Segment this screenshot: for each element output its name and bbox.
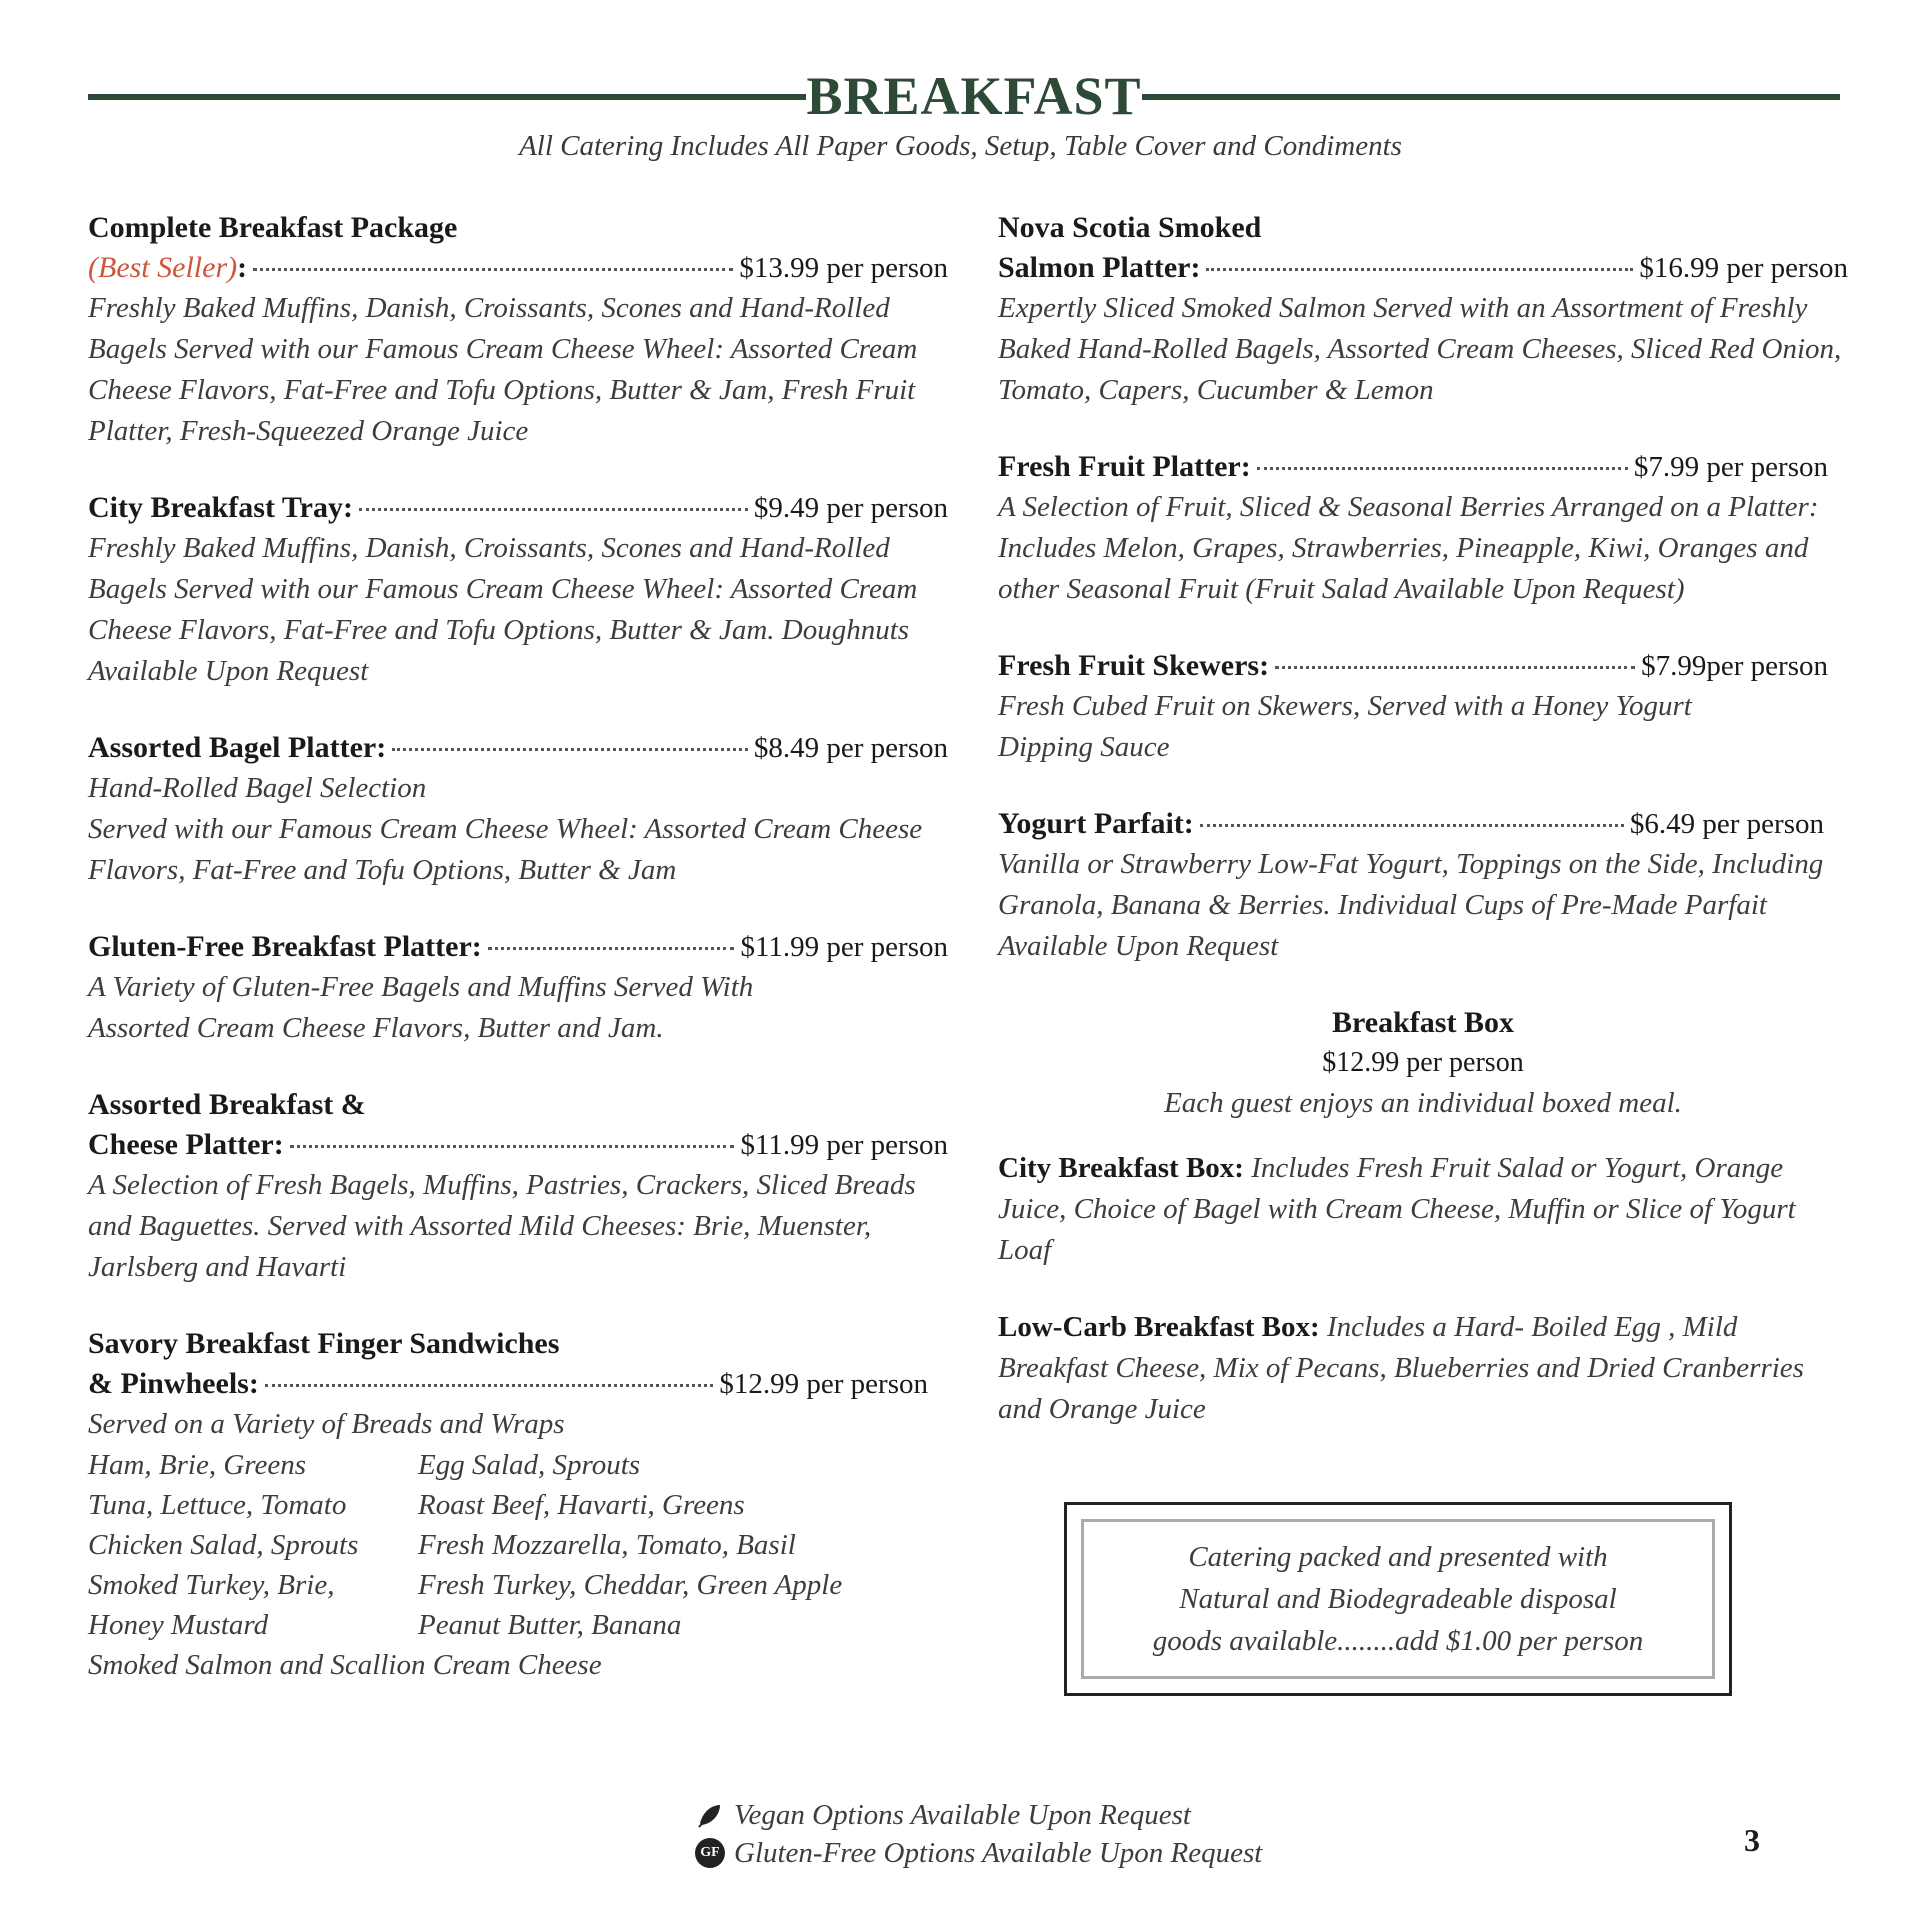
item-description: Expertly Sliced Smoked Salmon Served with an Assortment of Freshly Baked Hand-Rolled Bagels, Assorted Cream Cheeses, Sliced Red Onion, Tomato, Capers, Cucumber & Lemon xyxy=(998,292,1842,406)
left-column xyxy=(88,208,948,1722)
item-colon: : xyxy=(237,251,248,284)
sandwich-option: Ham, Brie, Greens xyxy=(88,1449,306,1481)
item-description: Hand-Rolled Bagel Selection xyxy=(88,772,427,804)
item-price: $11.99 per person xyxy=(740,1129,948,1161)
sandwich-option: Tuna, Lettuce, Tomato xyxy=(88,1489,347,1521)
page-subtitle: All Catering Includes All Paper Goods, Setup, Table Cover and Condiments xyxy=(519,130,1402,162)
item-price-line xyxy=(998,646,1828,686)
dot-leader xyxy=(1200,824,1624,827)
dietary-footer xyxy=(690,1796,1310,1872)
menu-item-salmon-platter xyxy=(998,208,1848,411)
item-price: $6.49 per person xyxy=(1629,808,1824,840)
notice-line: Catering packed and presented with xyxy=(1188,1541,1608,1573)
item-name-cont: Salmon Platter: xyxy=(998,251,1201,284)
header-rule-left xyxy=(88,94,806,100)
best-seller-tag: (Best Seller) xyxy=(88,251,238,284)
item-name: Low-Carb Breakfast Box: xyxy=(998,1311,1320,1343)
item-name: Savory Breakfast Finger Sandwiches xyxy=(88,1327,560,1360)
right-column xyxy=(998,208,1848,1466)
item-price: $8.49 per person xyxy=(753,732,948,764)
vegan-note-text: Vegan Options Available Upon Request xyxy=(734,1798,1191,1831)
item-name: Fresh Fruit Skewers: xyxy=(998,649,1270,682)
item-description: A Variety of Gluten-Free Bagels and Muffins Served With Assorted Cream Cheese Flavors, Butter and Jam. xyxy=(88,971,754,1044)
item-description: Served on a Variety of Breads and Wraps xyxy=(88,1408,565,1440)
item-description: Freshly Baked Muffins, Danish, Croissants, Scones and Hand-Rolled Bagels Served with our Famous Cream Cheese Wheel: Assorted Cream Cheese Flavors, Fat-Free and Tofu Options, Butter & Jam. Doughnuts Available Upon Request xyxy=(88,532,918,687)
vegan-note xyxy=(690,1796,1310,1834)
item-details: Includes a Hard- Boiled Egg , Mild Breakfast Cheese, Mix of Pecans, Blueberries and Dried Cranberries and Orange Juice xyxy=(998,1311,1804,1425)
dot-leader xyxy=(253,268,733,271)
item-price-line xyxy=(88,1364,928,1404)
menu-item-complete-breakfast xyxy=(88,208,948,452)
sandwich-option: Fresh Turkey, Cheddar, Green Apple xyxy=(418,1569,843,1601)
page-title: BREAKFAST xyxy=(806,66,1142,126)
item-name: Assorted Bagel Platter: xyxy=(88,731,387,764)
item-description xyxy=(998,1148,1848,1271)
menu-item-fruit-skewers xyxy=(998,646,1848,768)
item-price: $16.99 per person xyxy=(1639,252,1848,284)
item-price-line xyxy=(998,804,1824,844)
sandwich-option: Peanut Butter, Banana xyxy=(418,1609,682,1641)
item-price: $7.99per person xyxy=(1641,650,1828,682)
gluten-free-icon: GF xyxy=(695,1838,725,1868)
eco-packaging-notice xyxy=(1064,1502,1732,1696)
dot-leader xyxy=(1275,666,1635,669)
item-price-line xyxy=(88,248,948,288)
item-description: Fresh Cubed Fruit on Skewers, Served with a Honey Yogurt Dipping Sauce xyxy=(998,690,1692,763)
dot-leader xyxy=(359,508,748,511)
item-price-line xyxy=(88,488,948,528)
item-name: Complete Breakfast Package xyxy=(88,211,458,244)
page-number: 3 xyxy=(1744,1822,1760,1858)
item-details: Includes Fresh Fruit Salad or Yogurt, Orange Juice, Choice of Bagel with Cream Cheese, Muffin or Slice of Yogurt Loaf xyxy=(998,1152,1796,1266)
item-price: $11.99 per person xyxy=(740,931,948,963)
item-name-cont: & Pinwheels: xyxy=(88,1367,259,1400)
menu-item-cheese-platter xyxy=(88,1085,948,1288)
item-price: $7.99 per person xyxy=(1633,451,1828,483)
dot-leader xyxy=(392,748,748,751)
sandwich-list xyxy=(88,1445,948,1645)
item-price-line xyxy=(88,927,948,967)
item-price: $13.99 per person xyxy=(739,252,948,284)
dot-leader xyxy=(290,1145,735,1148)
dot-leader xyxy=(1257,467,1628,470)
item-name: Gluten-Free Breakfast Platter: xyxy=(88,930,482,963)
dot-leader xyxy=(488,947,735,950)
item-price: $9.49 per person xyxy=(753,492,948,524)
menu-item-low-carb-box xyxy=(998,1307,1848,1430)
item-name: Assorted Breakfast & xyxy=(88,1088,366,1121)
gluten-free-icon-wrap xyxy=(690,1838,730,1868)
menu-item-bagel-platter xyxy=(88,728,948,891)
vegan-leaf-icon xyxy=(690,1801,730,1829)
item-description xyxy=(998,1307,1848,1430)
item-description: Served with our Famous Cream Cheese Wheel: Assorted Cream Cheese Flavors, Fat-Free and Tofu Options, Butter & Jam xyxy=(88,813,923,886)
item-price-line xyxy=(998,447,1828,487)
item-description: A Selection of Fruit, Sliced & Seasonal Berries Arranged on a Platter: Includes Melon, Grapes, Strawberries, Pineapple, Kiwi, Oranges and other Seasonal Fruit (Fruit Salad Available Upon Request) xyxy=(998,491,1819,605)
notice-line: Natural and Biodegradeable disposal xyxy=(1179,1583,1617,1615)
breakfast-box-section xyxy=(998,1003,1848,1124)
breakfast-box-title: Breakfast Box xyxy=(1332,1006,1514,1039)
item-price-line xyxy=(88,1125,948,1165)
sandwich-option: Smoked Turkey, Brie, xyxy=(88,1569,335,1601)
item-price-line xyxy=(88,728,948,768)
gluten-free-note-text: Gluten-Free Options Available Upon Request xyxy=(734,1836,1263,1869)
item-description: Vanilla or Strawberry Low-Fat Yogurt, Toppings on the Side, Including Granola, Banana & Berries. Individual Cups of Pre-Made Parfait Available Upon Request xyxy=(998,848,1824,962)
menu-item-gluten-free-platter xyxy=(88,927,948,1049)
item-price: $12.99 per person xyxy=(719,1368,928,1400)
gluten-free-note xyxy=(690,1834,1310,1872)
notice-inner xyxy=(1081,1519,1715,1679)
item-name: Fresh Fruit Platter: xyxy=(998,450,1251,483)
item-description: Freshly Baked Muffins, Danish, Croissants, Scones and Hand-Rolled Bagels Served with our Famous Cream Cheese Wheel: Assorted Cream Cheese Flavors, Fat-Free and Tofu Options, Butter & Jam, Fresh Fruit Platter, Fresh-Squeezed Orange Juice xyxy=(88,292,918,447)
menu-item-fruit-platter xyxy=(998,447,1848,610)
sandwich-option: Egg Salad, Sprouts xyxy=(418,1449,641,1481)
item-price-line xyxy=(998,248,1848,288)
sandwich-option: Fresh Mozzarella, Tomato, Basil xyxy=(418,1529,796,1561)
sandwich-option: Honey Mustard xyxy=(88,1609,269,1641)
sandwich-option: Chicken Salad, Sprouts xyxy=(88,1529,359,1561)
page-header xyxy=(88,66,1840,126)
sandwich-option: Roast Beef, Havarti, Greens xyxy=(418,1489,745,1521)
item-description: A Selection of Fresh Bagels, Muffins, Pastries, Crackers, Sliced Breads and Baguettes. Served with Assorted Mild Cheeses: Brie, Muenster, Jarlsberg and Havarti xyxy=(88,1169,916,1283)
item-name: City Breakfast Box: xyxy=(998,1152,1244,1184)
sandwich-option: Smoked Salmon and Scallion Cream Cheese xyxy=(88,1649,602,1681)
header-rule-right xyxy=(1142,94,1840,100)
menu-item-yogurt-parfait xyxy=(998,804,1848,967)
item-name-cont: Cheese Platter: xyxy=(88,1128,284,1161)
notice-line: goods available........add $1.00 per person xyxy=(1152,1625,1644,1657)
breakfast-box-price: $12.99 per person xyxy=(1322,1047,1524,1078)
menu-item-city-breakfast-tray xyxy=(88,488,948,692)
item-name: City Breakfast Tray: xyxy=(88,491,353,524)
breakfast-box-description: Each guest enjoys an individual boxed meal. xyxy=(1164,1087,1682,1119)
menu-item-city-breakfast-box xyxy=(998,1148,1848,1271)
item-name: Nova Scotia Smoked xyxy=(998,211,1262,244)
dot-leader xyxy=(265,1384,714,1387)
dot-leader xyxy=(1206,268,1633,271)
menu-item-finger-sandwiches xyxy=(88,1324,948,1686)
item-name: Yogurt Parfait: xyxy=(998,807,1194,840)
